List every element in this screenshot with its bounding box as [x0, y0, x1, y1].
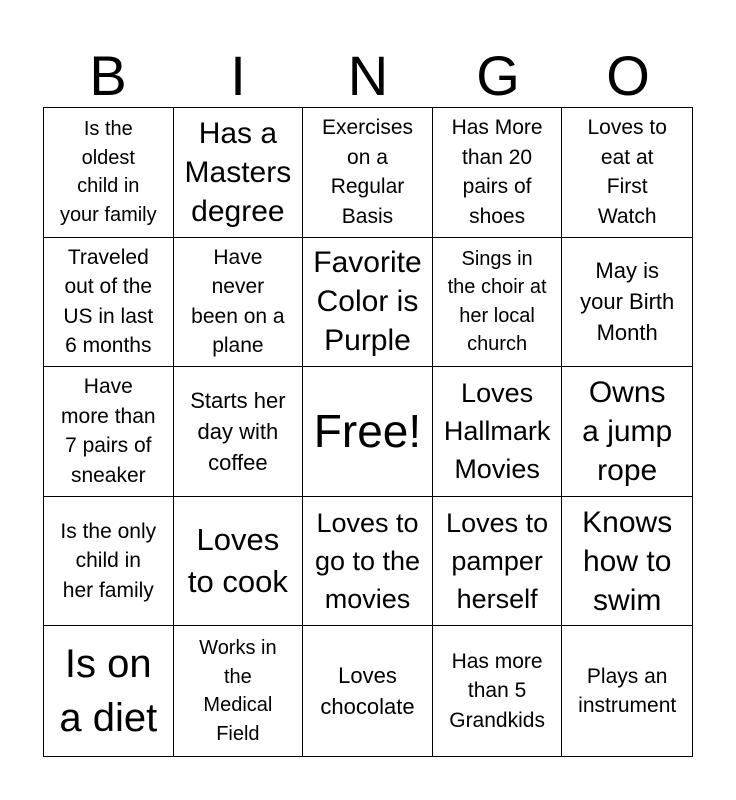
bingo-cell[interactable] — [433, 626, 563, 756]
bingo-cell[interactable] — [562, 497, 692, 627]
bingo-cell-text: Free! — [313, 405, 422, 458]
bingo-cell-text: Loves to cook — [187, 522, 288, 600]
bingo-cell-text: Starts her day with coffee — [190, 387, 286, 475]
header-letter-g: G — [476, 44, 520, 107]
bingo-cell-text: Knows how to swim — [582, 505, 673, 617]
bingo-cell-text: Loves Hallmark Movies — [443, 378, 551, 485]
bingo-cell-text: Is the oldest child in your family — [59, 118, 157, 226]
bingo-cell[interactable] — [174, 626, 304, 756]
bingo-cell[interactable] — [303, 108, 433, 238]
bingo-cell[interactable] — [562, 108, 692, 238]
bingo-cell-text: Loves chocolate — [320, 663, 415, 720]
bingo-cell[interactable] — [562, 367, 692, 497]
bingo-header — [43, 44, 693, 108]
bingo-cell-text: Has More than 20 pairs of shoes — [451, 116, 543, 228]
bingo-cell-text: Sings in the choir at her local church — [447, 247, 547, 356]
bingo-cell-text: Works in the Medical Field — [199, 637, 277, 745]
bingo-cell[interactable] — [44, 626, 174, 756]
bingo-cell[interactable] — [433, 108, 563, 238]
bingo-cell-text: Has more than 5 Grandkids — [449, 649, 545, 732]
header-letter-b: B — [89, 44, 127, 107]
bingo-cell-text: Is on a diet — [59, 642, 158, 741]
bingo-cell-text: Loves to eat at First Watch — [587, 116, 667, 228]
bingo-cell-text: Have more than 7 pairs of sneaker — [61, 375, 156, 487]
bingo-cell[interactable] — [433, 238, 563, 368]
bingo-cell[interactable] — [174, 367, 304, 497]
bingo-cell[interactable] — [433, 497, 563, 627]
bingo-cell[interactable] — [562, 238, 692, 368]
bingo-cell[interactable] — [433, 367, 563, 497]
bingo-cell-text: Favorite Color is Purple — [313, 246, 422, 358]
bingo-cell[interactable] — [303, 238, 433, 368]
bingo-cell-free[interactable] — [303, 367, 433, 497]
bingo-cell[interactable] — [44, 367, 174, 497]
header-letter-i: I — [230, 44, 246, 107]
bingo-cell[interactable] — [44, 238, 174, 368]
bingo-cell-text: Plays an instrument — [578, 664, 677, 718]
bingo-cell-text: Traveled out of the US in last 6 months — [63, 245, 154, 358]
header-letter-n: N — [347, 44, 389, 107]
bingo-cell-text: Exercises on a Regular Basis — [321, 116, 413, 228]
bingo-cell-text: Has a Masters degree — [184, 116, 292, 228]
bingo-cell[interactable] — [174, 108, 304, 238]
header-letter-o: O — [606, 44, 650, 107]
bingo-cell[interactable] — [174, 238, 304, 368]
bingo-cell-text: May is your Birth Month — [580, 258, 675, 346]
bingo-cell-text: Owns a jump rope — [582, 375, 673, 487]
bingo-cell-text: Loves to pamper herself — [446, 508, 549, 615]
bingo-cell[interactable] — [303, 626, 433, 756]
bingo-cell[interactable] — [174, 497, 304, 627]
bingo-board — [43, 107, 693, 757]
bingo-cell[interactable] — [44, 497, 174, 627]
bingo-cell[interactable] — [562, 626, 692, 756]
bingo-cell-text: Have never been on a plane — [191, 245, 285, 358]
bingo-cell-text: Is the only child in her family — [60, 519, 157, 602]
bingo-cell-text: Loves to go to the movies — [314, 508, 421, 615]
bingo-cell[interactable] — [303, 497, 433, 627]
bingo-cell[interactable] — [44, 108, 174, 238]
